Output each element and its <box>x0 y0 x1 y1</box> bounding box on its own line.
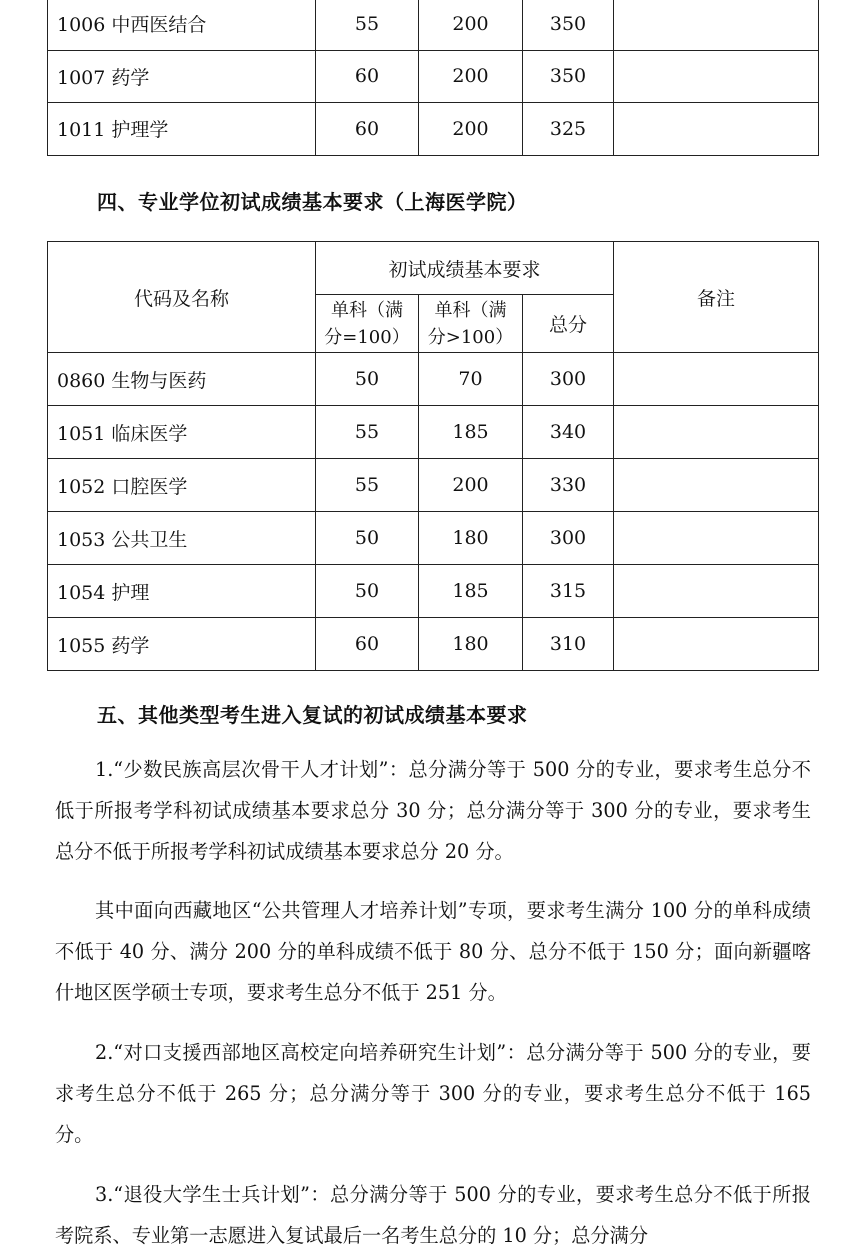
single-subject-over-100-cell: 180 <box>419 618 523 671</box>
single-subject-100-cell: 55 <box>316 0 419 50</box>
section-four-heading: 四、专业学位初试成绩基本要求（上海医学院） <box>97 190 528 214</box>
total-score-cell: 330 <box>523 459 614 512</box>
single-subject-100-cell: 50 <box>316 512 419 565</box>
single-subject-100-cell: 55 <box>316 459 419 512</box>
single-subject-100-cell: 50 <box>316 565 419 618</box>
single-subject-over-100-cell: 70 <box>419 353 523 406</box>
table-row <box>48 618 819 671</box>
single-subject-over-100-header <box>419 295 523 353</box>
single-subject-100-cell: 55 <box>316 406 419 459</box>
single-subject-100-cell: 60 <box>316 103 419 156</box>
total-score-cell: 340 <box>523 406 614 459</box>
note-cell <box>614 565 819 618</box>
total-score-cell: 310 <box>523 618 614 671</box>
single-subject-100-cell: 60 <box>316 618 419 671</box>
total-score-cell: 300 <box>523 512 614 565</box>
total-score-cell: 325 <box>523 103 614 156</box>
code-name-cell: 1007 药学 <box>48 50 316 103</box>
note-cell <box>614 618 819 671</box>
total-score-cell: 350 <box>523 0 614 50</box>
single-subject-over-100-cell: 185 <box>419 565 523 618</box>
total-score-cell: 350 <box>523 50 614 103</box>
basic-requirement-header: 初试成绩基本要求 <box>316 242 614 295</box>
code-name-cell: 1006 中西医结合 <box>48 0 316 50</box>
single-subject-100-header-line2: 分=100） <box>324 326 410 348</box>
table-row <box>48 353 819 406</box>
single-subject-100-cell: 50 <box>316 353 419 406</box>
code-name-cell: 1052 口腔医学 <box>48 459 316 512</box>
code-name-cell: 0860 生物与医药 <box>48 353 316 406</box>
table-row <box>48 406 819 459</box>
paragraph-western-support-plan: 2.“对口支援西部地区高校定向培养研究生计划”：总分满分等于 500 分的专业，要求考生总分不低于 265 分；总分满分等于 300 分的专业，要求考生总分不低于 165 分。 <box>55 1041 811 1146</box>
note-cell <box>614 406 819 459</box>
code-name-cell: 1054 护理 <box>48 565 316 618</box>
single-subject-100-header <box>316 295 419 353</box>
table-row <box>48 565 819 618</box>
code-name-cell: 1011 护理学 <box>48 103 316 156</box>
total-score-cell: 315 <box>523 565 614 618</box>
code-name-cell: 1051 临床医学 <box>48 406 316 459</box>
table-row <box>48 0 819 50</box>
academic-degree-score-table-continued <box>47 0 819 156</box>
single-subject-over-100-cell: 200 <box>419 50 523 103</box>
table-header-row <box>48 242 819 295</box>
single-subject-over-100-cell: 180 <box>419 512 523 565</box>
note-cell <box>614 459 819 512</box>
paragraph-tibet-xinjiang: 其中面向西藏地区“公共管理人才培养计划”专项，要求考生满分 100 分的单科成绩不低于 40 分、满分 200 分的单科成绩不低于 80 分、总分不低于 150 分；面向新疆喀什地区医学硕士专项，要求考生总分不低于 251 分。 <box>55 899 811 1004</box>
single-subject-over-100-cell: 200 <box>419 459 523 512</box>
paragraph-veteran-plan: 3.“退役大学生士兵计划”：总分满分等于 500 分的专业，要求考生总分不低于所报考院系、专业第一志愿进入复试最后一名考生总分的 10 分；总分满分 <box>55 1183 811 1247</box>
professional-degree-score-table <box>47 241 819 671</box>
table-row <box>48 50 819 103</box>
note-cell <box>614 50 819 103</box>
single-subject-over-100-cell: 185 <box>419 406 523 459</box>
table-row <box>48 103 819 156</box>
table-row <box>48 512 819 565</box>
section-five-heading: 五、其他类型考生进入复试的初试成绩基本要求 <box>97 703 528 727</box>
single-subject-100-cell: 60 <box>316 50 419 103</box>
paragraph-minority-plan: 1.“少数民族高层次骨干人才计划”：总分满分等于 500 分的专业，要求考生总分不低于所报考学科初试成绩基本要求总分 30 分；总分满分等于 300 分的专业，要求考生总分不低于所报考学科初试成绩基本要求总分 20 分。 <box>55 758 811 863</box>
total-score-cell: 300 <box>523 353 614 406</box>
total-score-header: 总分 <box>523 295 614 353</box>
single-subject-over-100-header-line1: 单科（满 <box>434 299 507 321</box>
note-cell <box>614 0 819 50</box>
note-cell <box>614 512 819 565</box>
note-header: 备注 <box>614 242 819 353</box>
code-name-cell: 1053 公共卫生 <box>48 512 316 565</box>
single-subject-over-100-header-line2: 分>100） <box>427 326 514 348</box>
code-name-header: 代码及名称 <box>48 242 316 353</box>
code-name-cell: 1055 药学 <box>48 618 316 671</box>
note-cell <box>614 353 819 406</box>
single-subject-over-100-cell: 200 <box>419 103 523 156</box>
table-row <box>48 459 819 512</box>
note-cell <box>614 103 819 156</box>
single-subject-100-header-line1: 单科（满 <box>331 299 403 321</box>
single-subject-over-100-cell: 200 <box>419 0 523 50</box>
